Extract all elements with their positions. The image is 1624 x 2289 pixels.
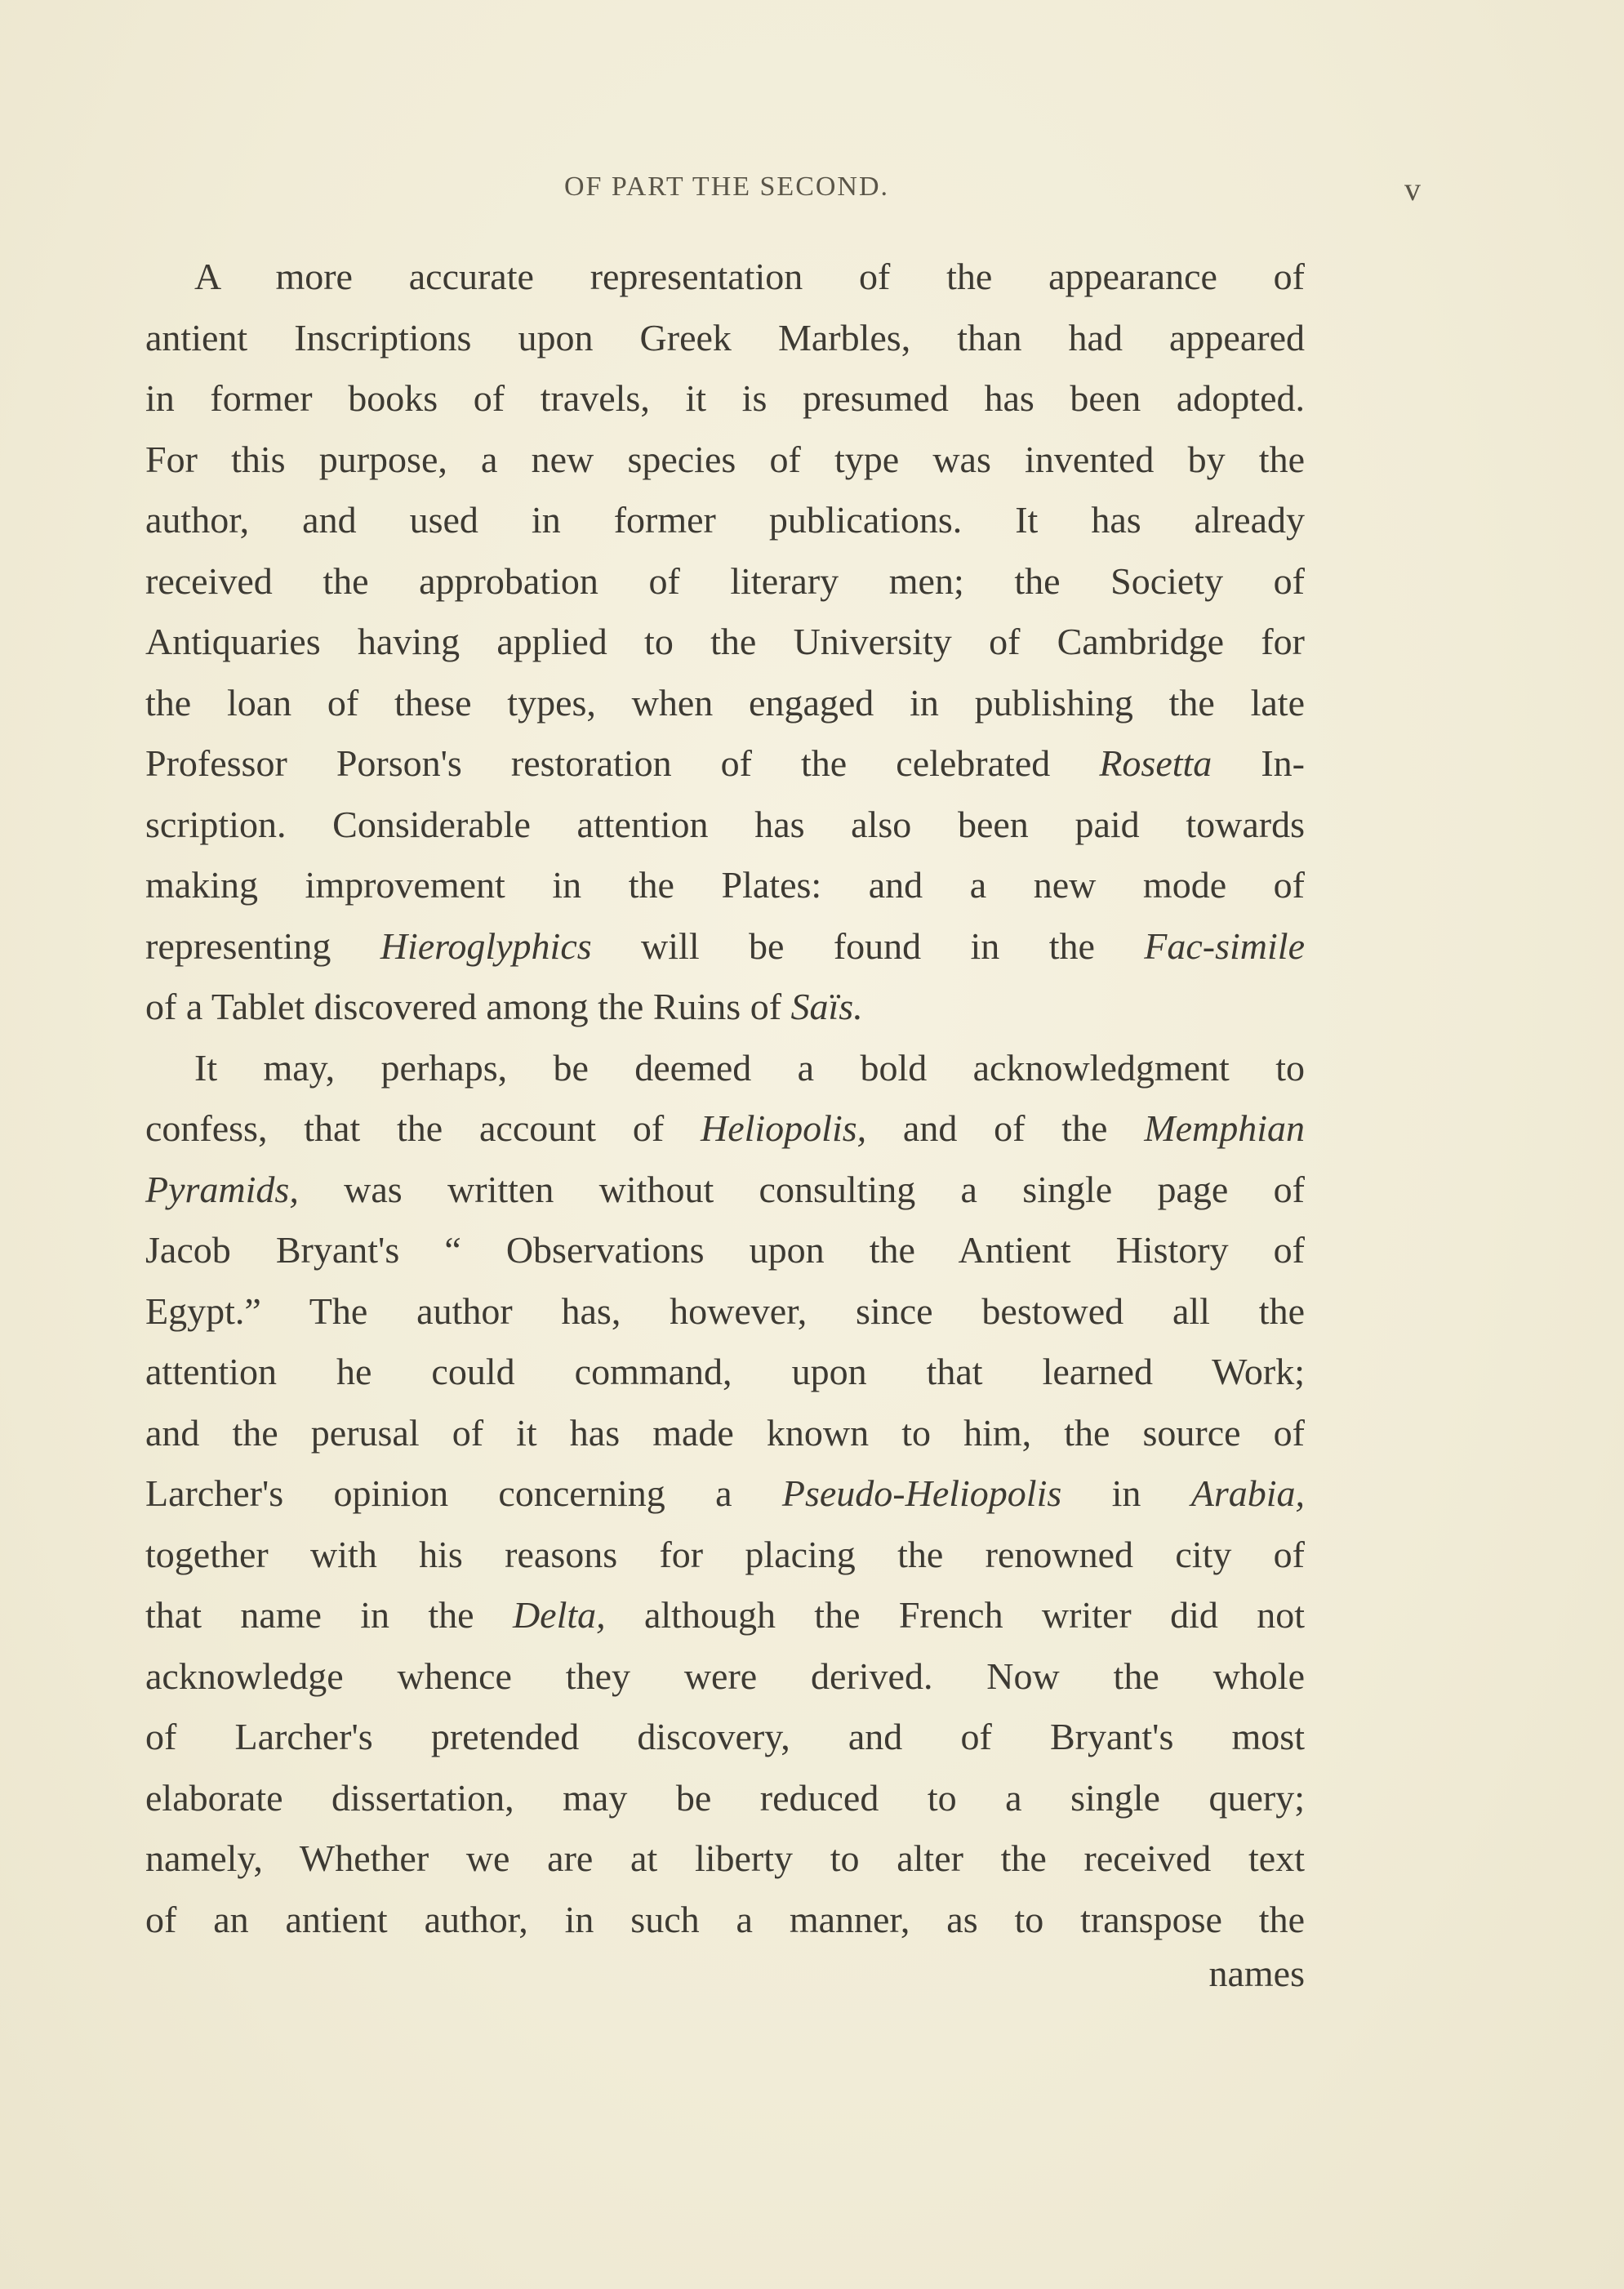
text-segment: A more accurate representation of the appearance of <box>194 256 1305 297</box>
italic-text: Heliopolis, <box>700 1107 867 1149</box>
text-segment: antient Inscriptions upon Greek Marbles, than had appeared <box>145 316 1305 358</box>
text-line <box>145 1768 1305 1829</box>
italic-text: Hieroglyphics <box>380 924 592 967</box>
text-line <box>145 1403 1305 1464</box>
text-segment: making improvement in the Plates: and a new mode of <box>145 864 1305 906</box>
text-segment: scription. Considerable attention has also been paid towards <box>145 803 1305 845</box>
text-segment: in <box>1061 1472 1191 1514</box>
page-header <box>147 171 1421 220</box>
text-line <box>145 551 1305 612</box>
text-line <box>145 1098 1305 1160</box>
text-segment: of an antient author, in such a manner, as to transpose the <box>145 1898 1305 1940</box>
text-line <box>145 1707 1305 1768</box>
text-line <box>145 490 1305 551</box>
text-line <box>145 673 1305 734</box>
text-segment: and the perusal of it has made known to him, the source of <box>145 1411 1305 1454</box>
italic-text: Arabia, <box>1190 1472 1305 1514</box>
text-line <box>145 1342 1305 1403</box>
text-segment: Jacob Bryant's “ Observations upon the Antient History of <box>145 1229 1305 1271</box>
text-line <box>145 1463 1305 1525</box>
page-number: v <box>1404 171 1421 207</box>
text-line <box>145 612 1305 673</box>
italic-text: Saïs. <box>790 986 863 1027</box>
text-segment: in former books of travels, it is presumed has been adopted. <box>145 377 1305 419</box>
text-segment: elaborate dissertation, may be reduced to a single query; <box>145 1776 1305 1819</box>
italic-text: Fac-simile <box>1144 924 1305 967</box>
text-segment: Larcher's opinion concerning a <box>145 1472 782 1514</box>
text-line <box>145 1160 1305 1221</box>
text-segment: namely, Whether we are at liberty to alter the received text <box>145 1837 1305 1879</box>
text-segment: Professor Porson's restoration of the celebrated <box>145 742 1100 784</box>
text-line <box>145 1525 1305 1586</box>
text-segment: that name in the <box>145 1594 513 1636</box>
text-segment: will be found in the <box>591 924 1145 967</box>
text-line <box>145 1281 1305 1343</box>
text-line <box>145 247 1305 308</box>
text-line <box>145 916 1305 978</box>
text-segment: together with his reasons for placing the renowned city of <box>145 1533 1305 1575</box>
text-line <box>145 1220 1305 1281</box>
text-segment: of Larcher's pretended discovery, and of Bryant's most <box>145 1716 1305 1757</box>
text-segment: attention he could command, upon that learned Work; <box>145 1351 1305 1392</box>
text-line <box>145 1038 1305 1099</box>
text-segment: acknowledge whence they were derived. Now the whole <box>145 1654 1305 1697</box>
italic-text: Rosetta <box>1099 742 1212 784</box>
text-line <box>145 368 1305 430</box>
text-segment: representing <box>145 924 380 967</box>
text-segment: received the approbation of literary men; the Society of <box>145 559 1305 602</box>
italic-text: Pseudo-Heliopolis <box>781 1472 1062 1514</box>
body-text <box>145 247 1305 1950</box>
text-segment: and of the <box>866 1107 1145 1149</box>
italic-text: Memphian <box>1144 1107 1306 1149</box>
text-line <box>145 733 1305 795</box>
text-line <box>145 855 1305 916</box>
italic-text: Pyramids, <box>145 1168 299 1210</box>
text-line <box>145 1828 1305 1890</box>
text-segment: It may, perhaps, be deemed a bold acknowledgment to <box>194 1046 1305 1089</box>
text-line <box>145 1585 1305 1646</box>
text-segment: Antiquaries having applied to the University of Cambridge for <box>145 621 1305 662</box>
text-line <box>145 430 1305 491</box>
italic-text: Delta, <box>512 1594 606 1636</box>
text-line <box>145 795 1305 856</box>
text-segment: Egypt.” The author has, however, since bestowed all the <box>145 1289 1305 1332</box>
catchword: names <box>1208 1953 1305 1994</box>
text-line <box>145 308 1305 369</box>
text-segment: of a Tablet discovered among the Ruins of <box>145 986 791 1027</box>
text-line <box>145 1646 1305 1708</box>
text-segment: author, and used in former publications. It has already <box>145 499 1305 541</box>
text-segment: confess, that the account of <box>145 1107 701 1149</box>
text-line <box>145 977 1305 1038</box>
text-segment: although the French writer did not <box>605 1594 1305 1636</box>
text-segment: the loan of these types, when engaged in publishing the late <box>145 681 1305 724</box>
text-segment: In- <box>1212 742 1305 784</box>
running-head: OF PART THE SECOND. <box>563 171 890 202</box>
text-segment: was written without consulting a single page of <box>298 1168 1305 1210</box>
text-line <box>145 1890 1305 1951</box>
text-segment: For this purpose, a new species of type was invented by the <box>145 438 1305 480</box>
